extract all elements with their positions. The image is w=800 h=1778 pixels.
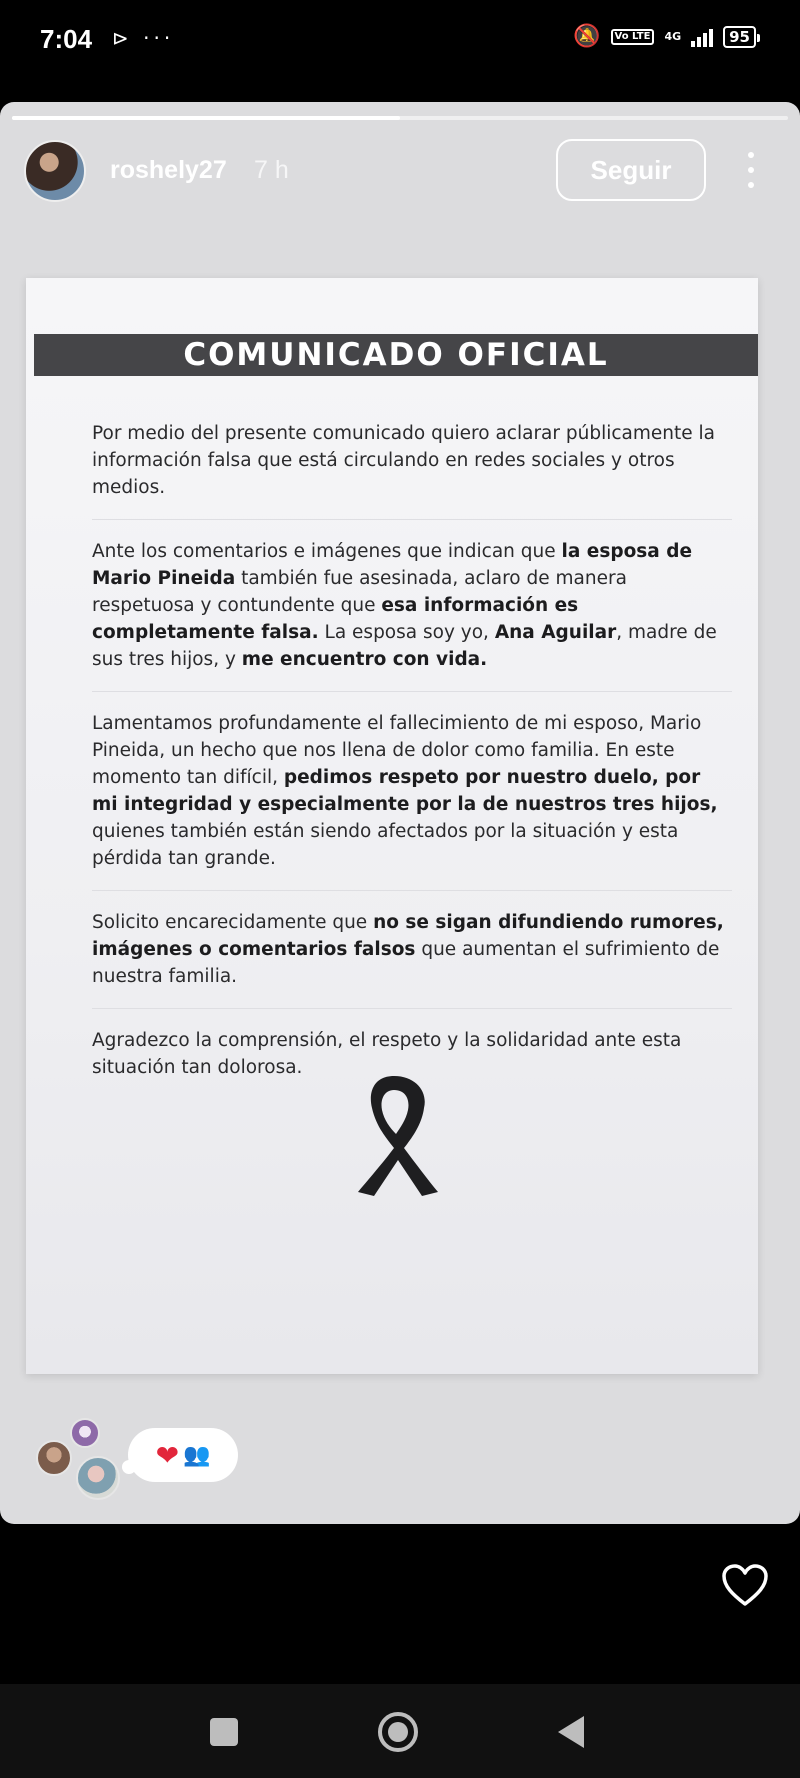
bold-text: esa información es completamente falsa. <box>92 595 579 643</box>
statement-paragraph <box>92 420 732 520</box>
text: Lamentamos profundamente el fallecimiento de mi esposo, Mario Pineida, un hecho que nos llena de dolor como familia. En este momento tan difícil, <box>92 713 702 788</box>
heart-reaction-icon: ❤ <box>155 1438 180 1472</box>
username[interactable]: roshely27 <box>110 156 227 184</box>
story-progress-fill <box>12 116 400 120</box>
reactor-avatar <box>70 1418 100 1448</box>
text: Solicito encarecidamente que <box>92 912 374 933</box>
recent-apps-icon[interactable] <box>210 1718 238 1746</box>
battery-icon: 95 <box>723 26 756 48</box>
statement-paragraph <box>92 538 732 692</box>
story-header <box>0 138 800 208</box>
more-vertical-icon[interactable] <box>738 148 764 192</box>
bold-text: no se sigan difundiendo rumores, imágenes o comentarios falsos <box>92 912 724 960</box>
text: Ante los comentarios e imágenes que indican que <box>92 541 562 562</box>
text: quienes también están siendo afectados por la situación y esta pérdida tan grande. <box>92 821 679 869</box>
statement-body <box>92 420 732 1117</box>
bold-text: pedimos respeto por nuestro duelo, por mi integridad y especialmente por la de nuestros tres hijos, <box>92 767 718 815</box>
system-nav-bar <box>0 1684 800 1778</box>
reactor-avatar <box>36 1440 72 1476</box>
bold-text: me encuentro con vida. <box>241 649 488 670</box>
reaction-bubble[interactable] <box>128 1428 238 1482</box>
network-type: 4G <box>664 30 682 43</box>
statement-banner <box>34 334 758 376</box>
text: que aumentan el sufrimiento de nuestra familia. <box>92 939 720 987</box>
volte-icon: Vo LTE <box>611 29 655 45</box>
text: La esposa soy yo, <box>318 622 495 643</box>
statement-paragraph <box>92 909 732 1009</box>
signal-icon <box>691 27 713 47</box>
status-time: 7:04 <box>40 24 93 54</box>
back-icon[interactable] <box>558 1716 584 1748</box>
status-bar <box>0 0 800 82</box>
reactions[interactable] <box>36 1418 256 1498</box>
statement-paragraph <box>92 710 732 891</box>
text: Agradezco la comprensión, el respeto y la solidaridad ante esta situación tan dolorosa. <box>92 1030 682 1078</box>
notification-icons: ⊳ ··· <box>112 26 175 50</box>
statement-image <box>26 278 758 1374</box>
people-reaction-icon: 👥 <box>183 1442 211 1468</box>
statement-title: COMUNICADO OFICIAL <box>183 337 609 373</box>
text: también fue asesinada, aclaro de manera respetuosa y contundente que <box>92 568 627 616</box>
home-icon[interactable] <box>378 1712 418 1752</box>
reactor-avatar <box>76 1456 120 1500</box>
story-progress-bar <box>12 116 788 120</box>
bold-text: Ana Aguilar <box>494 622 617 643</box>
mute-icon: 🔕 <box>573 24 601 49</box>
follow-button[interactable]: Seguir <box>556 139 706 201</box>
status-right-icons <box>573 24 756 49</box>
story-card[interactable] <box>0 102 800 1524</box>
text: , madre de sus tres hijos, y <box>92 622 717 670</box>
bold-text: la esposa de Mario Pineida <box>92 541 693 589</box>
avatar[interactable] <box>24 140 86 202</box>
text: Por medio del presente comunicado quiero aclarar públicamente la información falsa que está circulando en redes sociales y otros medios. <box>92 423 715 498</box>
heart-outline-icon[interactable] <box>720 1562 770 1608</box>
black-ribbon-icon <box>344 1068 444 1198</box>
post-time: 7 h <box>254 156 289 184</box>
